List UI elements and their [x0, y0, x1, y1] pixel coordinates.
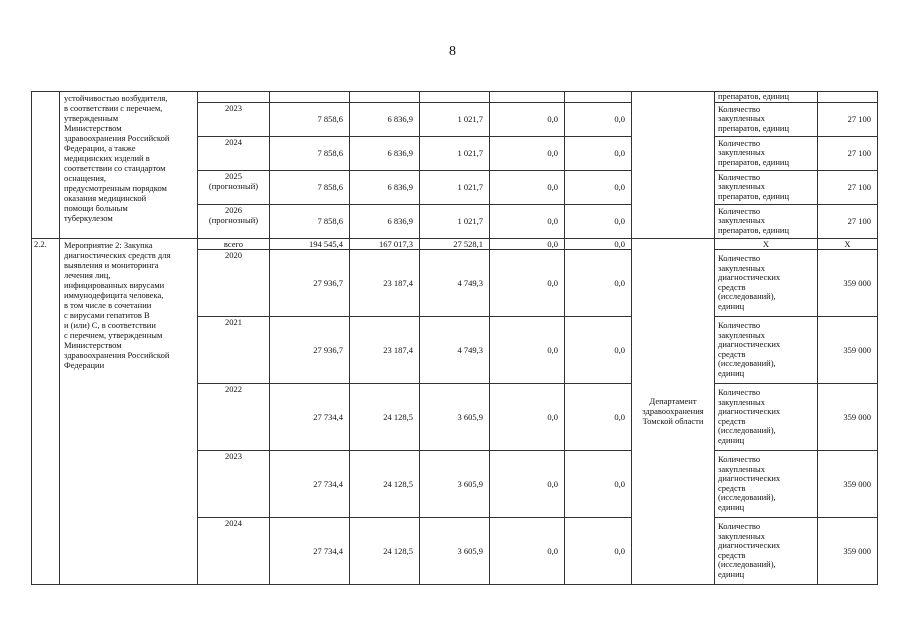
federal-cell: 24 128,5 — [350, 383, 420, 450]
other-cell: 0,0 — [565, 249, 632, 316]
federal-cell: 6 836,9 — [350, 102, 420, 136]
table-row — [32, 92, 878, 103]
local-cell: 0,0 — [490, 450, 565, 517]
item-number-cell: 2.2. — [32, 238, 60, 584]
target-cell: 359 000 — [818, 450, 878, 517]
federal-cell: 6 836,9 — [350, 136, 420, 170]
total-cell: 7 858,6 — [270, 170, 350, 204]
regional-cell: 1 021,7 — [420, 102, 490, 136]
activity-description: устойчивостью возбудителя, в соответствии с перечнем, утвержденным Министерством здравоохранения Российской Федерации, а также медицинских изделий в соответствии со стандартом оснащения, предусмотренным порядком оказания медицинской помощи больным туберкулезом — [60, 92, 198, 239]
indicator-cell: Количество закупленных препаратов, единиц — [715, 136, 818, 170]
other-cell: 0,0 — [565, 204, 632, 238]
year-cell: 2023 — [198, 102, 270, 136]
total-cell: 27 734,4 — [270, 383, 350, 450]
indicator-cell: препаратов, единиц — [715, 92, 818, 103]
regional-cell: 3 605,9 — [420, 383, 490, 450]
local-cell: 0,0 — [490, 249, 565, 316]
federal-cell: 24 128,5 — [350, 450, 420, 517]
other-cell: 0,0 — [565, 450, 632, 517]
total-cell: 7 858,6 — [270, 204, 350, 238]
total-cell: 194 545,4 — [270, 238, 350, 249]
federal-cell: 23 187,4 — [350, 249, 420, 316]
year-cell: 2024 — [198, 517, 270, 584]
indicator-cell: Количество закупленных диагностических средств (исследований), единиц — [715, 517, 818, 584]
total-cell: 27 734,4 — [270, 517, 350, 584]
local-cell: 0,0 — [490, 383, 565, 450]
local-cell: 0,0 — [490, 238, 565, 249]
local-cell: 0,0 — [490, 136, 565, 170]
regional-cell: 4 749,3 — [420, 249, 490, 316]
regional-cell: 4 749,3 — [420, 316, 490, 383]
page-number: 8 — [449, 44, 456, 59]
regional-cell: 1 021,7 — [420, 170, 490, 204]
total-cell: 7 858,6 — [270, 102, 350, 136]
regional-cell: 3 605,9 — [420, 450, 490, 517]
other-cell: 0,0 — [565, 238, 632, 249]
local-cell: 0,0 — [490, 170, 565, 204]
other-cell: 0,0 — [565, 383, 632, 450]
item-number-cell — [32, 92, 60, 239]
indicator-cell: Количество закупленных диагностических средств (исследований), единиц — [715, 316, 818, 383]
year-cell: 2023 — [198, 450, 270, 517]
federal-cell: 6 836,9 — [350, 170, 420, 204]
regional-cell: 27 528,1 — [420, 238, 490, 249]
federal-cell: 24 128,5 — [350, 517, 420, 584]
regional-cell: 1 021,7 — [420, 136, 490, 170]
total-cell: 27 734,4 — [270, 450, 350, 517]
federal-cell: 23 187,4 — [350, 316, 420, 383]
local-cell: 0,0 — [490, 517, 565, 584]
year-cell: 2026 (прогнозный) — [198, 204, 270, 238]
total-cell: 7 858,6 — [270, 136, 350, 170]
other-cell: 0,0 — [565, 517, 632, 584]
local-cell: 0,0 — [490, 102, 565, 136]
total-cell: 27 936,7 — [270, 316, 350, 383]
indicator-cell: Количество закупленных препаратов, единиц — [715, 204, 818, 238]
table-row — [32, 238, 878, 249]
total-cell: 27 936,7 — [270, 249, 350, 316]
federal-cell: 167 017,3 — [350, 238, 420, 249]
target-cell: 27 100 — [818, 204, 878, 238]
target-cell: 27 100 — [818, 102, 878, 136]
federal-cell: 6 836,9 — [350, 204, 420, 238]
target-cell: 27 100 — [818, 136, 878, 170]
regional-cell: 3 605,9 — [420, 517, 490, 584]
target-cell: 359 000 — [818, 383, 878, 450]
target-cell: 359 000 — [818, 249, 878, 316]
indicator-cell: Количество закупленных препаратов, единиц — [715, 170, 818, 204]
other-cell: 0,0 — [565, 170, 632, 204]
indicator-cell: Количество закупленных диагностических средств (исследований), единиц — [715, 383, 818, 450]
other-cell: 0,0 — [565, 102, 632, 136]
regional-cell: 1 021,7 — [420, 204, 490, 238]
other-cell: 0,0 — [565, 136, 632, 170]
executor-cell — [632, 92, 715, 239]
year-cell: 2025 (прогнозный) — [198, 170, 270, 204]
indicator-cell: Количество закупленных диагностических средств (исследований), единиц — [715, 249, 818, 316]
activity-description: Мероприятие 2: Закупка диагностических средств для выявления и мониторинга лечения лиц, инфицированных вирусами иммунодефицита человека, в том числе в сочетании с вирусами гепатитов B и (или) C, в соответствии с перечнем, утвержденным Министерством здравоохранения Российской Федерации — [60, 238, 198, 584]
target-cell: X — [818, 238, 878, 249]
year-cell: всего — [198, 238, 270, 249]
target-cell: 359 000 — [818, 316, 878, 383]
local-cell: 0,0 — [490, 204, 565, 238]
year-cell: 2024 — [198, 136, 270, 170]
year-cell: 2020 — [198, 249, 270, 316]
indicator-cell: Количество закупленных препаратов, единиц — [715, 102, 818, 136]
indicator-cell: Количество закупленных диагностических средств (исследований), единиц — [715, 450, 818, 517]
year-cell: 2021 — [198, 316, 270, 383]
local-cell: 0,0 — [490, 316, 565, 383]
executor-cell: Департамент здравоохранения Томской области — [632, 238, 715, 584]
program-table — [31, 91, 878, 585]
target-cell: 359 000 — [818, 517, 878, 584]
other-cell: 0,0 — [565, 316, 632, 383]
target-cell: 27 100 — [818, 170, 878, 204]
indicator-cell: X — [715, 238, 818, 249]
year-cell: 2022 — [198, 383, 270, 450]
